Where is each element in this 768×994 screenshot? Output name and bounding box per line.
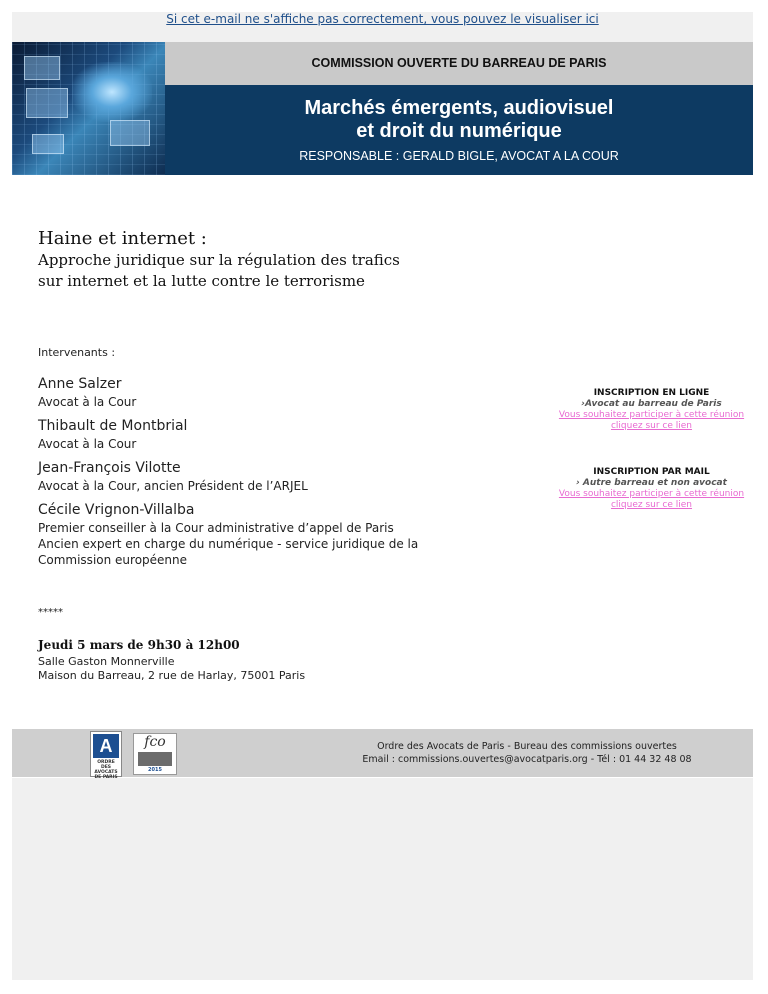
speaker-name: Anne Salzer bbox=[38, 376, 122, 392]
inscription-link[interactable]: cliquez sur ce lien bbox=[610, 500, 693, 510]
speaker-role: Avocat à la Cour, ancien Président de l’ARJEL bbox=[38, 479, 308, 493]
speaker-role: Commission européenne bbox=[38, 553, 188, 567]
header-title bbox=[165, 97, 753, 143]
speaker bbox=[38, 460, 518, 494]
inscription-mail bbox=[550, 467, 753, 511]
speaker-role: Avocat à la Cour bbox=[38, 395, 137, 409]
inscription-link[interactable]: cliquez sur ce lien bbox=[610, 421, 693, 431]
event-venue bbox=[38, 655, 305, 683]
inscription-sub: › Autre barreau et non avocat bbox=[576, 478, 727, 488]
footer-text bbox=[322, 740, 732, 766]
header-image bbox=[12, 42, 165, 175]
separator: ***** bbox=[38, 607, 63, 618]
footer-line1: Ordre des Avocats de Paris - Bureau des commissions ouvertes bbox=[377, 741, 677, 752]
inscription-heading: INSCRIPTION EN LIGNE bbox=[593, 388, 710, 398]
speaker-role: Premier conseiller à la Cour administrative d’appel de Paris bbox=[38, 521, 394, 535]
ordre-avocats-logo: A ORDRE DES AVOCATS DE PARIS bbox=[90, 731, 122, 777]
venue-line1: Salle Gaston Monnerville bbox=[38, 655, 175, 668]
speaker bbox=[38, 418, 518, 452]
inscription-sub: ›Avocat au barreau de Paris bbox=[581, 399, 722, 409]
fco-logo: fco 2015 bbox=[133, 733, 177, 775]
email-page bbox=[12, 12, 753, 980]
inscription-heading: INSCRIPTION PAR MAIL bbox=[593, 467, 710, 477]
email-card bbox=[12, 42, 753, 778]
inscription-link[interactable]: Vous souhaitez participer à cette réunion bbox=[558, 489, 745, 499]
header-responsable: RESPONSABLE : GERALD BIGLE, AVOCAT A LA COUR bbox=[299, 149, 619, 163]
event-date: Jeudi 5 mars de 9h30 à 12h00 bbox=[38, 638, 240, 652]
inscription-link[interactable]: Vous souhaitez participer à cette réunion bbox=[558, 410, 745, 420]
header-title-line1: Marchés émergents, audiovisuel bbox=[304, 97, 614, 119]
view-online-link[interactable]: Si cet e-mail ne s'affiche pas correctement, vous pouvez le visualiser ici bbox=[166, 12, 599, 26]
speaker-name: Cécile Vrignon-Villalba bbox=[38, 502, 195, 518]
header-title-block bbox=[165, 85, 753, 175]
header-title-line2: et droit du numérique bbox=[356, 120, 562, 142]
footer-line2: Email : commissions.ouvertes@avocatparis.org - Tél : 01 44 32 48 08 bbox=[362, 754, 692, 765]
footer bbox=[12, 729, 753, 780]
speaker-name: Thibault de Montbrial bbox=[38, 418, 188, 434]
intervenants-label: Intervenants : bbox=[38, 346, 116, 359]
speaker-role: Avocat à la Cour bbox=[38, 437, 137, 451]
speaker bbox=[38, 376, 518, 410]
speaker bbox=[38, 502, 518, 568]
event-title: Haine et internet : bbox=[38, 228, 207, 249]
venue-line2: Maison du Barreau, 2 rue de Harlay, 75001 Paris bbox=[38, 669, 306, 682]
event-subtitle-line2: sur internet et la lutte contre le terrorisme bbox=[38, 272, 365, 290]
event-subtitle bbox=[38, 250, 498, 292]
commission-banner: COMMISSION OUVERTE DU BARREAU DE PARIS bbox=[165, 42, 753, 85]
inscription-online bbox=[550, 388, 753, 432]
speaker-name: Jean-François Vilotte bbox=[38, 460, 181, 476]
speaker-role: Ancien expert en charge du numérique - service juridique de la bbox=[38, 537, 419, 551]
event-subtitle-line1: Approche juridique sur la régulation des trafics bbox=[38, 251, 400, 269]
